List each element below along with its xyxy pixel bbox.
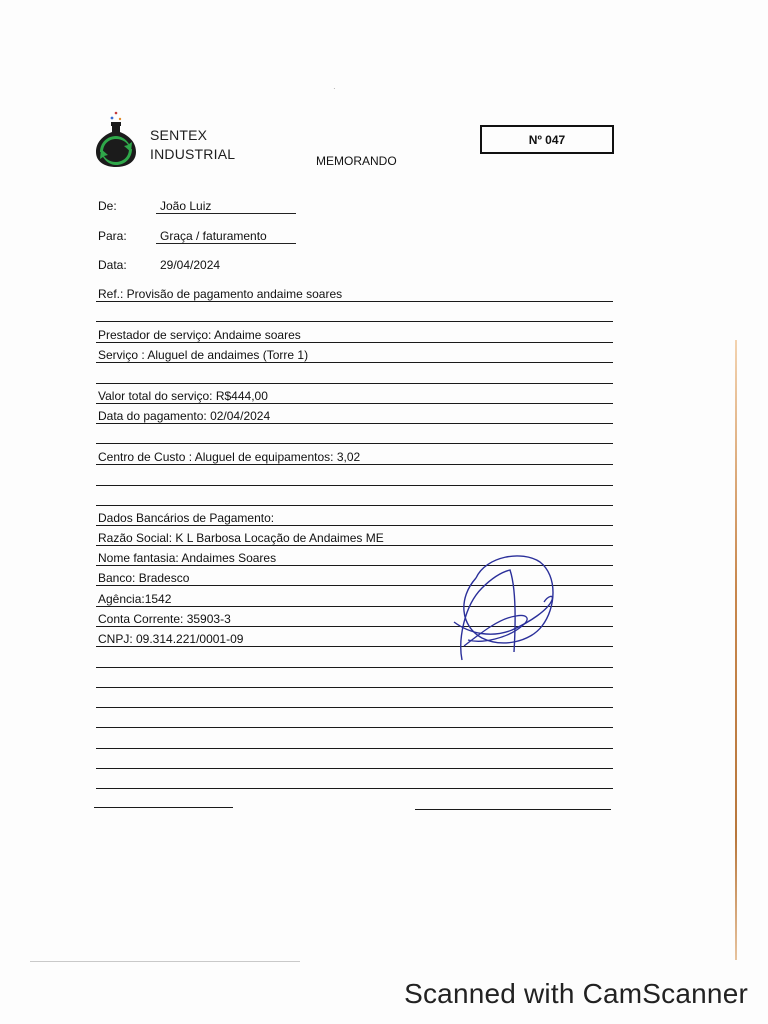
ruled-line xyxy=(96,687,613,688)
ruled-line xyxy=(96,403,613,404)
ruled-line xyxy=(96,525,613,526)
trade-name-text: Nome fantasia: Andaimes Soares xyxy=(98,551,277,565)
ref-text: Ref.: Provisão de pagamento andaime soares xyxy=(98,287,343,301)
scan-edge-shadow xyxy=(735,340,737,960)
payment-date-text: Data do pagamento: 02/04/2024 xyxy=(98,409,271,423)
ruled-line xyxy=(96,505,613,506)
ruled-line xyxy=(96,768,613,769)
company-name-line1: SENTEX xyxy=(150,127,208,143)
document-title: MEMORANDO xyxy=(316,154,397,168)
signature-line-left xyxy=(94,807,233,808)
company-name xyxy=(150,126,235,164)
bank-text: Banco: Bradesco xyxy=(98,571,190,585)
total-value-text: Valor total do serviço: R$444,00 xyxy=(98,389,268,403)
ruled-line xyxy=(96,362,613,363)
ruled-line xyxy=(96,788,613,789)
company-legal-name-text: Razão Social: K L Barbosa Locação de Andaimes ME xyxy=(98,531,384,545)
sentex-flask-logo xyxy=(94,108,146,168)
ruled-line xyxy=(96,727,613,728)
provider-text: Prestador de serviço: Andaime soares xyxy=(98,328,301,342)
ruled-line xyxy=(96,321,613,322)
bank-details-heading: Dados Bancários de Pagamento: xyxy=(98,511,275,525)
handwritten-signature xyxy=(452,548,564,670)
memo-number: Nº 047 xyxy=(528,132,566,147)
from-underline xyxy=(156,213,296,214)
company-name-line2: INDUSTRIAL xyxy=(150,146,236,162)
ruled-line xyxy=(96,423,613,424)
cost-center-text: Centro de Custo : Aluguel de equipamentos: 3,02 xyxy=(98,450,361,464)
memo-number-box xyxy=(480,125,614,154)
service-text: Serviço : Aluguel de andaimes (Torre 1) xyxy=(98,348,309,362)
ruled-line xyxy=(96,383,613,384)
to-label: Para: xyxy=(98,229,127,243)
scan-bottom-edge xyxy=(30,961,300,962)
ruled-line xyxy=(96,485,613,486)
ruled-line xyxy=(96,707,613,708)
scan-speck: · xyxy=(333,84,336,93)
from-value: João Luiz xyxy=(160,199,212,213)
ruled-line xyxy=(96,545,613,546)
signature-line-right xyxy=(415,809,611,810)
from-label: De: xyxy=(98,199,117,213)
account-text: Conta Corrente: 35903-3 xyxy=(98,612,231,626)
to-underline xyxy=(156,243,296,244)
ruled-line xyxy=(96,464,613,465)
to-value: Graça / faturamento xyxy=(160,229,267,243)
date-value: 29/04/2024 xyxy=(160,258,221,272)
date-label: Data: xyxy=(98,258,127,272)
ruled-line xyxy=(96,748,613,749)
camscanner-watermark: Scanned with CamScanner xyxy=(404,978,748,1009)
ruled-line xyxy=(96,301,613,302)
ruled-line xyxy=(96,443,613,444)
agency-text: Agência:1542 xyxy=(98,592,172,606)
cnpj-text: CNPJ: 09.314.221/0001-09 xyxy=(98,632,244,646)
ruled-line xyxy=(96,342,613,343)
